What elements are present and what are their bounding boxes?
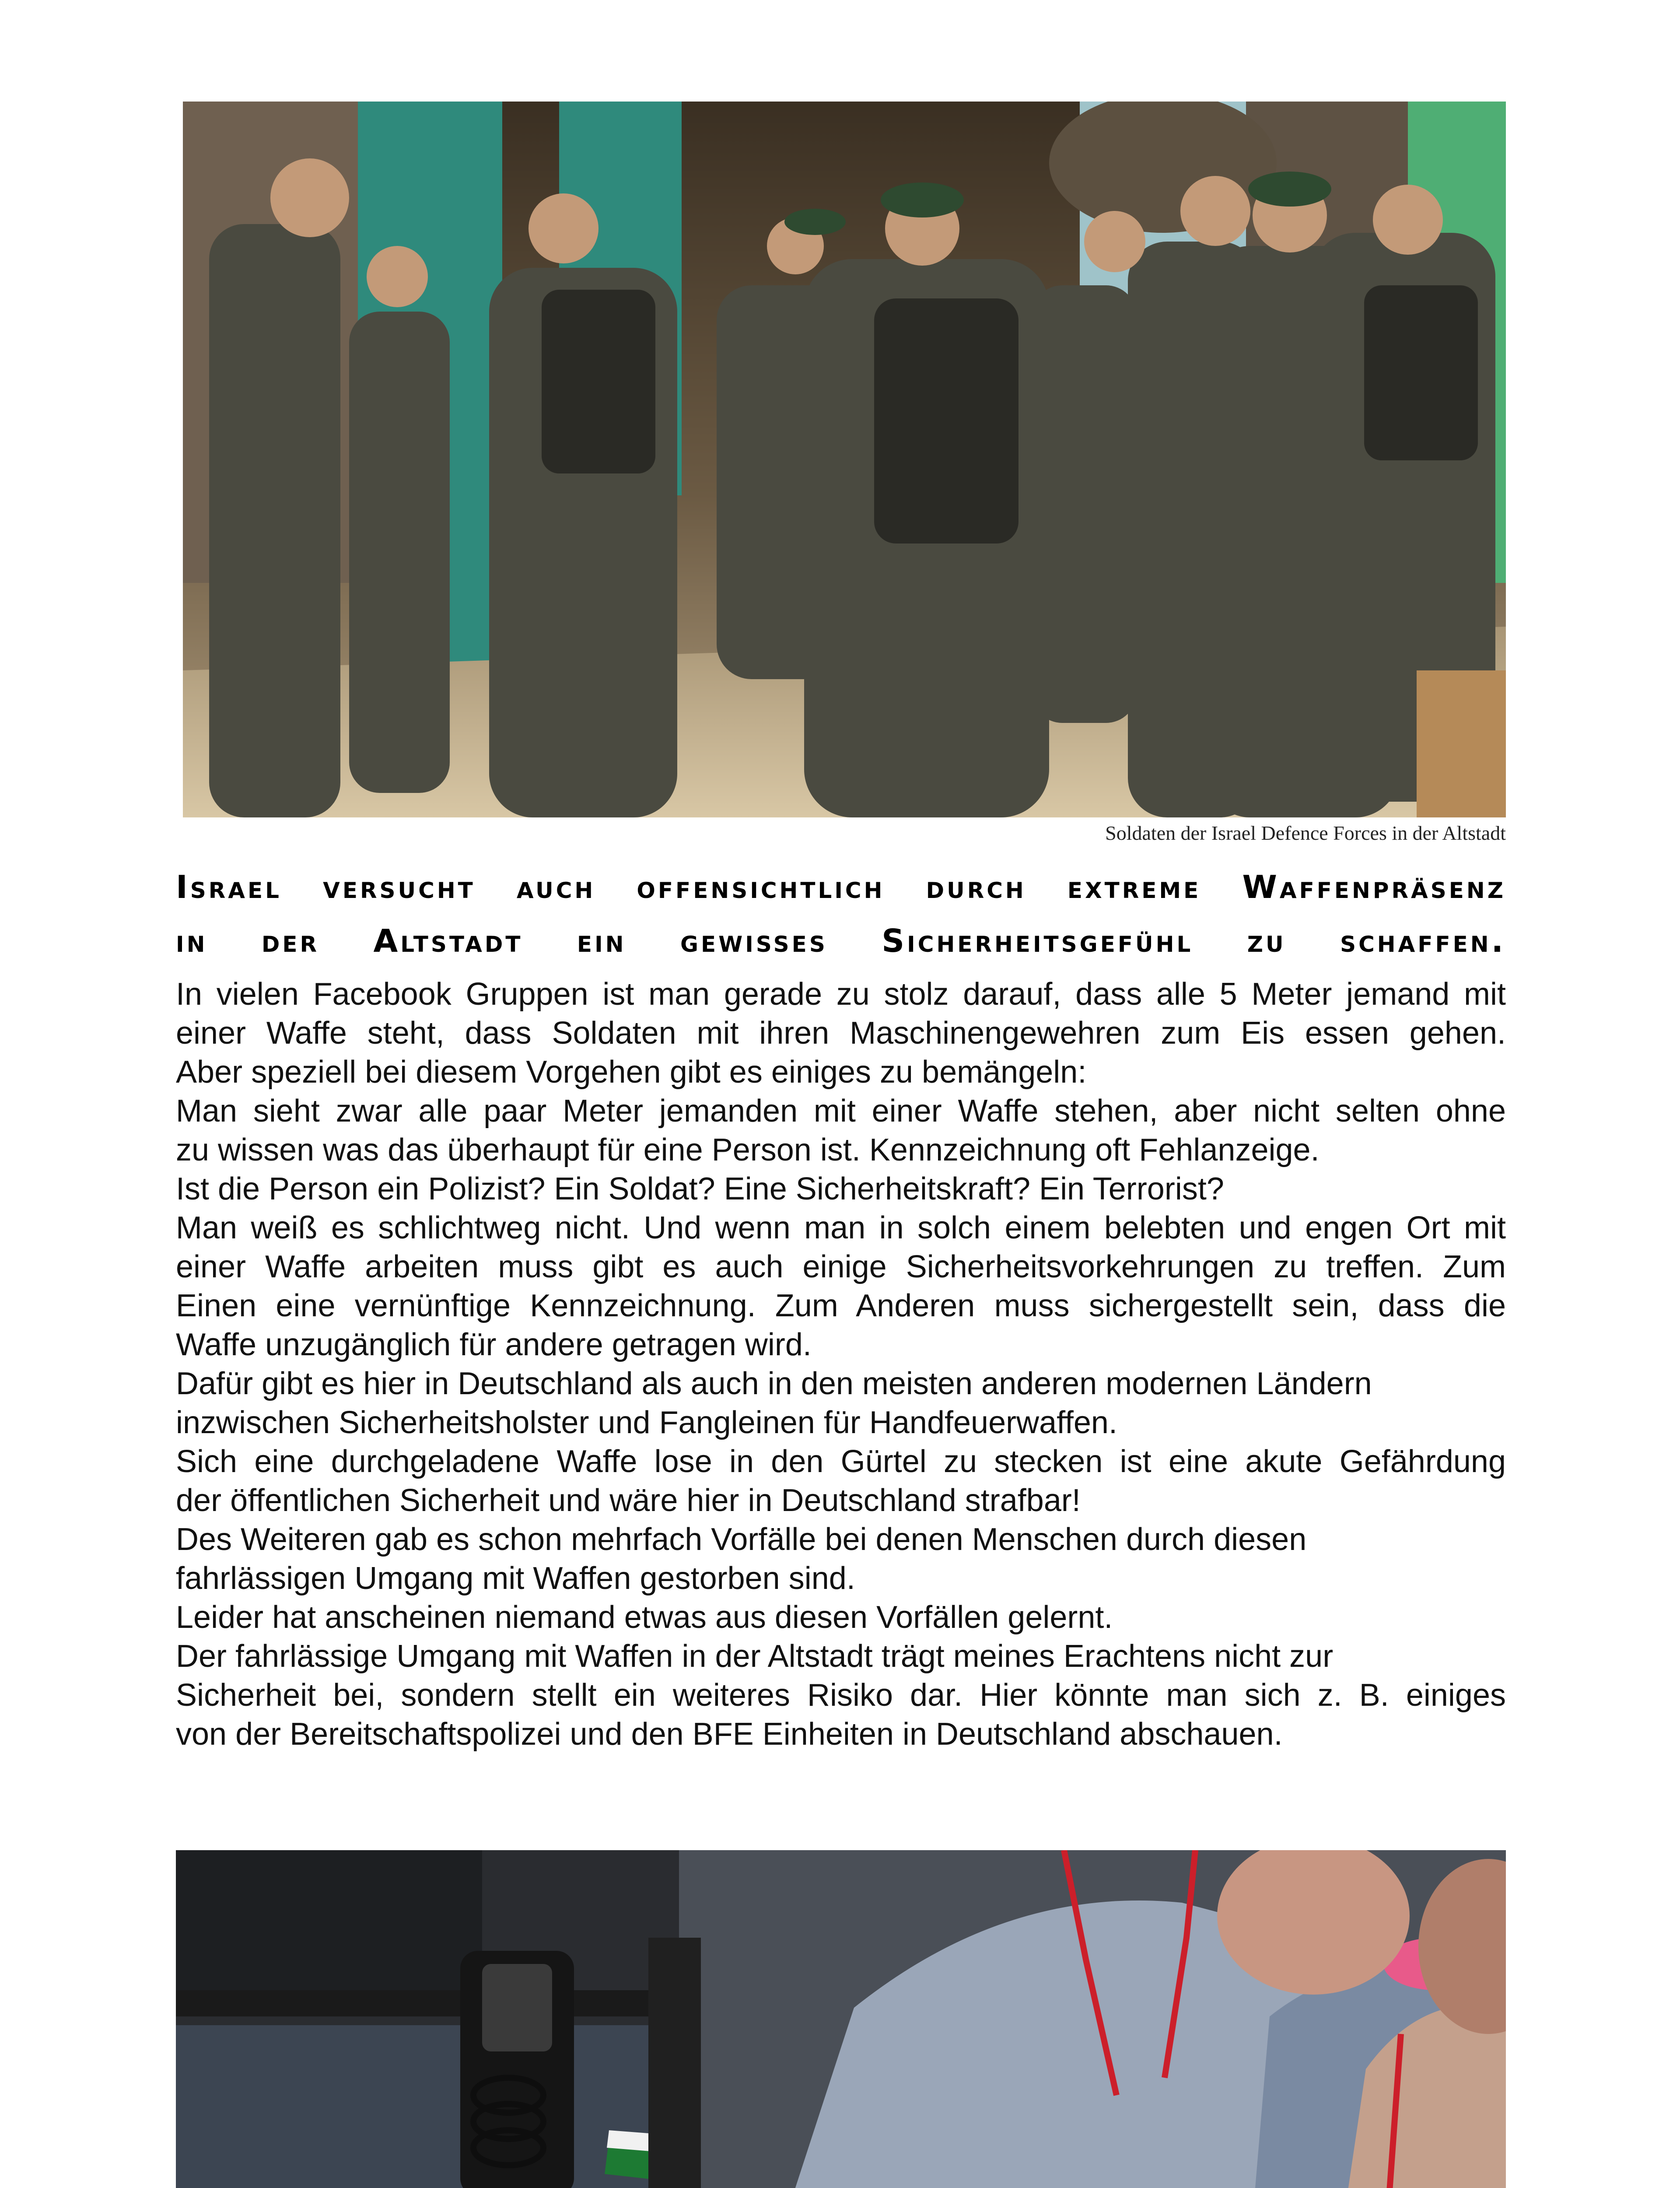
body-line: Man weiß es schlichtweg nicht. Und wenn man in solch einem belebten und engen Ort mit — [176, 1210, 1506, 1245]
headline-line-1: Israel versucht auch offensichtlich durch extreme Waffenpräsenz — [176, 869, 1506, 905]
headline-line-2: in der Altstadt ein gewisses Sicherheitsgefühl zu schaffen. — [176, 922, 1506, 959]
body-line: Waffe unzugänglich für andere getragen wird. — [176, 1327, 812, 1362]
body-line: Sicherheit bei, sondern stellt ein weiteres Risiko dar. Hier könnte man sich z. B. einiges — [176, 1678, 1506, 1713]
body-line: In vielen Facebook Gruppen ist man gerade zu stolz darauf, dass alle 5 Meter jemand mit — [176, 977, 1506, 1012]
body-line: der öffentlichen Sicherheit und wäre hier in Deutschland strafbar! — [176, 1483, 1081, 1518]
body-line: Einen eine vernünftige Kennzeichnung. Zum Anderen muss sichergestellt sein, dass die — [176, 1288, 1506, 1323]
body-line: Leider hat anscheinen niemand etwas aus diesen Vorfällen gelernt. — [176, 1600, 1113, 1635]
body-line: Der fahrlässige Umgang mit Waffen in der Altstadt trägt meines Erachtens nicht zur — [176, 1639, 1334, 1674]
body-line: Sich eine durchgeladene Waffe lose in den Gürtel zu stecken ist eine akute Gefährdung — [176, 1444, 1506, 1479]
figure-caption-soldiers: Soldaten der Israel Defence Forces in der Altstadt — [1105, 822, 1506, 844]
body-line: Ist die Person ein Polizist? Ein Soldat? Eine Sicherheitskraft? Ein Terrorist? — [176, 1171, 1224, 1206]
body-line: fahrlässigen Umgang mit Waffen gestorben sind. — [176, 1561, 855, 1596]
body-line: einer Waffe arbeiten muss gibt es auch einige Sicherheitsvorkehrungen zu treffen. Zum — [176, 1249, 1506, 1284]
body-line: von der Bereitschaftspolizei und den BFE Einheiten in Deutschland abschauen. — [176, 1717, 1283, 1752]
body-line: Dafür gibt es hier in Deutschland als auch in den meisten anderen modernen Ländern — [176, 1366, 1372, 1401]
body-line: zu wissen was das überhaupt für eine Person ist. Kennzeichnung oft Fehlanzeige. — [176, 1133, 1320, 1168]
photo-soldiers-old-city — [183, 102, 1506, 817]
body-line: einer Waffe steht, dass Soldaten mit ihren Maschinengewehren zum Eis essen gehen. — [176, 1016, 1506, 1051]
body-line: Des Weiteren gab es schon mehrfach Vorfälle bei denen Menschen durch diesen — [176, 1522, 1307, 1557]
body-line: inzwischen Sicherheitsholster und Fangleinen für Handfeuerwaffen. — [176, 1405, 1117, 1440]
body-line: Aber speziell bei diesem Vorgehen gibt es einiges zu bemängeln: — [176, 1055, 1087, 1090]
photo-holster-lanyard — [176, 1850, 1506, 2188]
body-line: Man sieht zwar alle paar Meter jemanden mit einer Waffe stehen, aber nicht selten ohne — [176, 1094, 1506, 1129]
article-body — [176, 975, 1506, 1754]
